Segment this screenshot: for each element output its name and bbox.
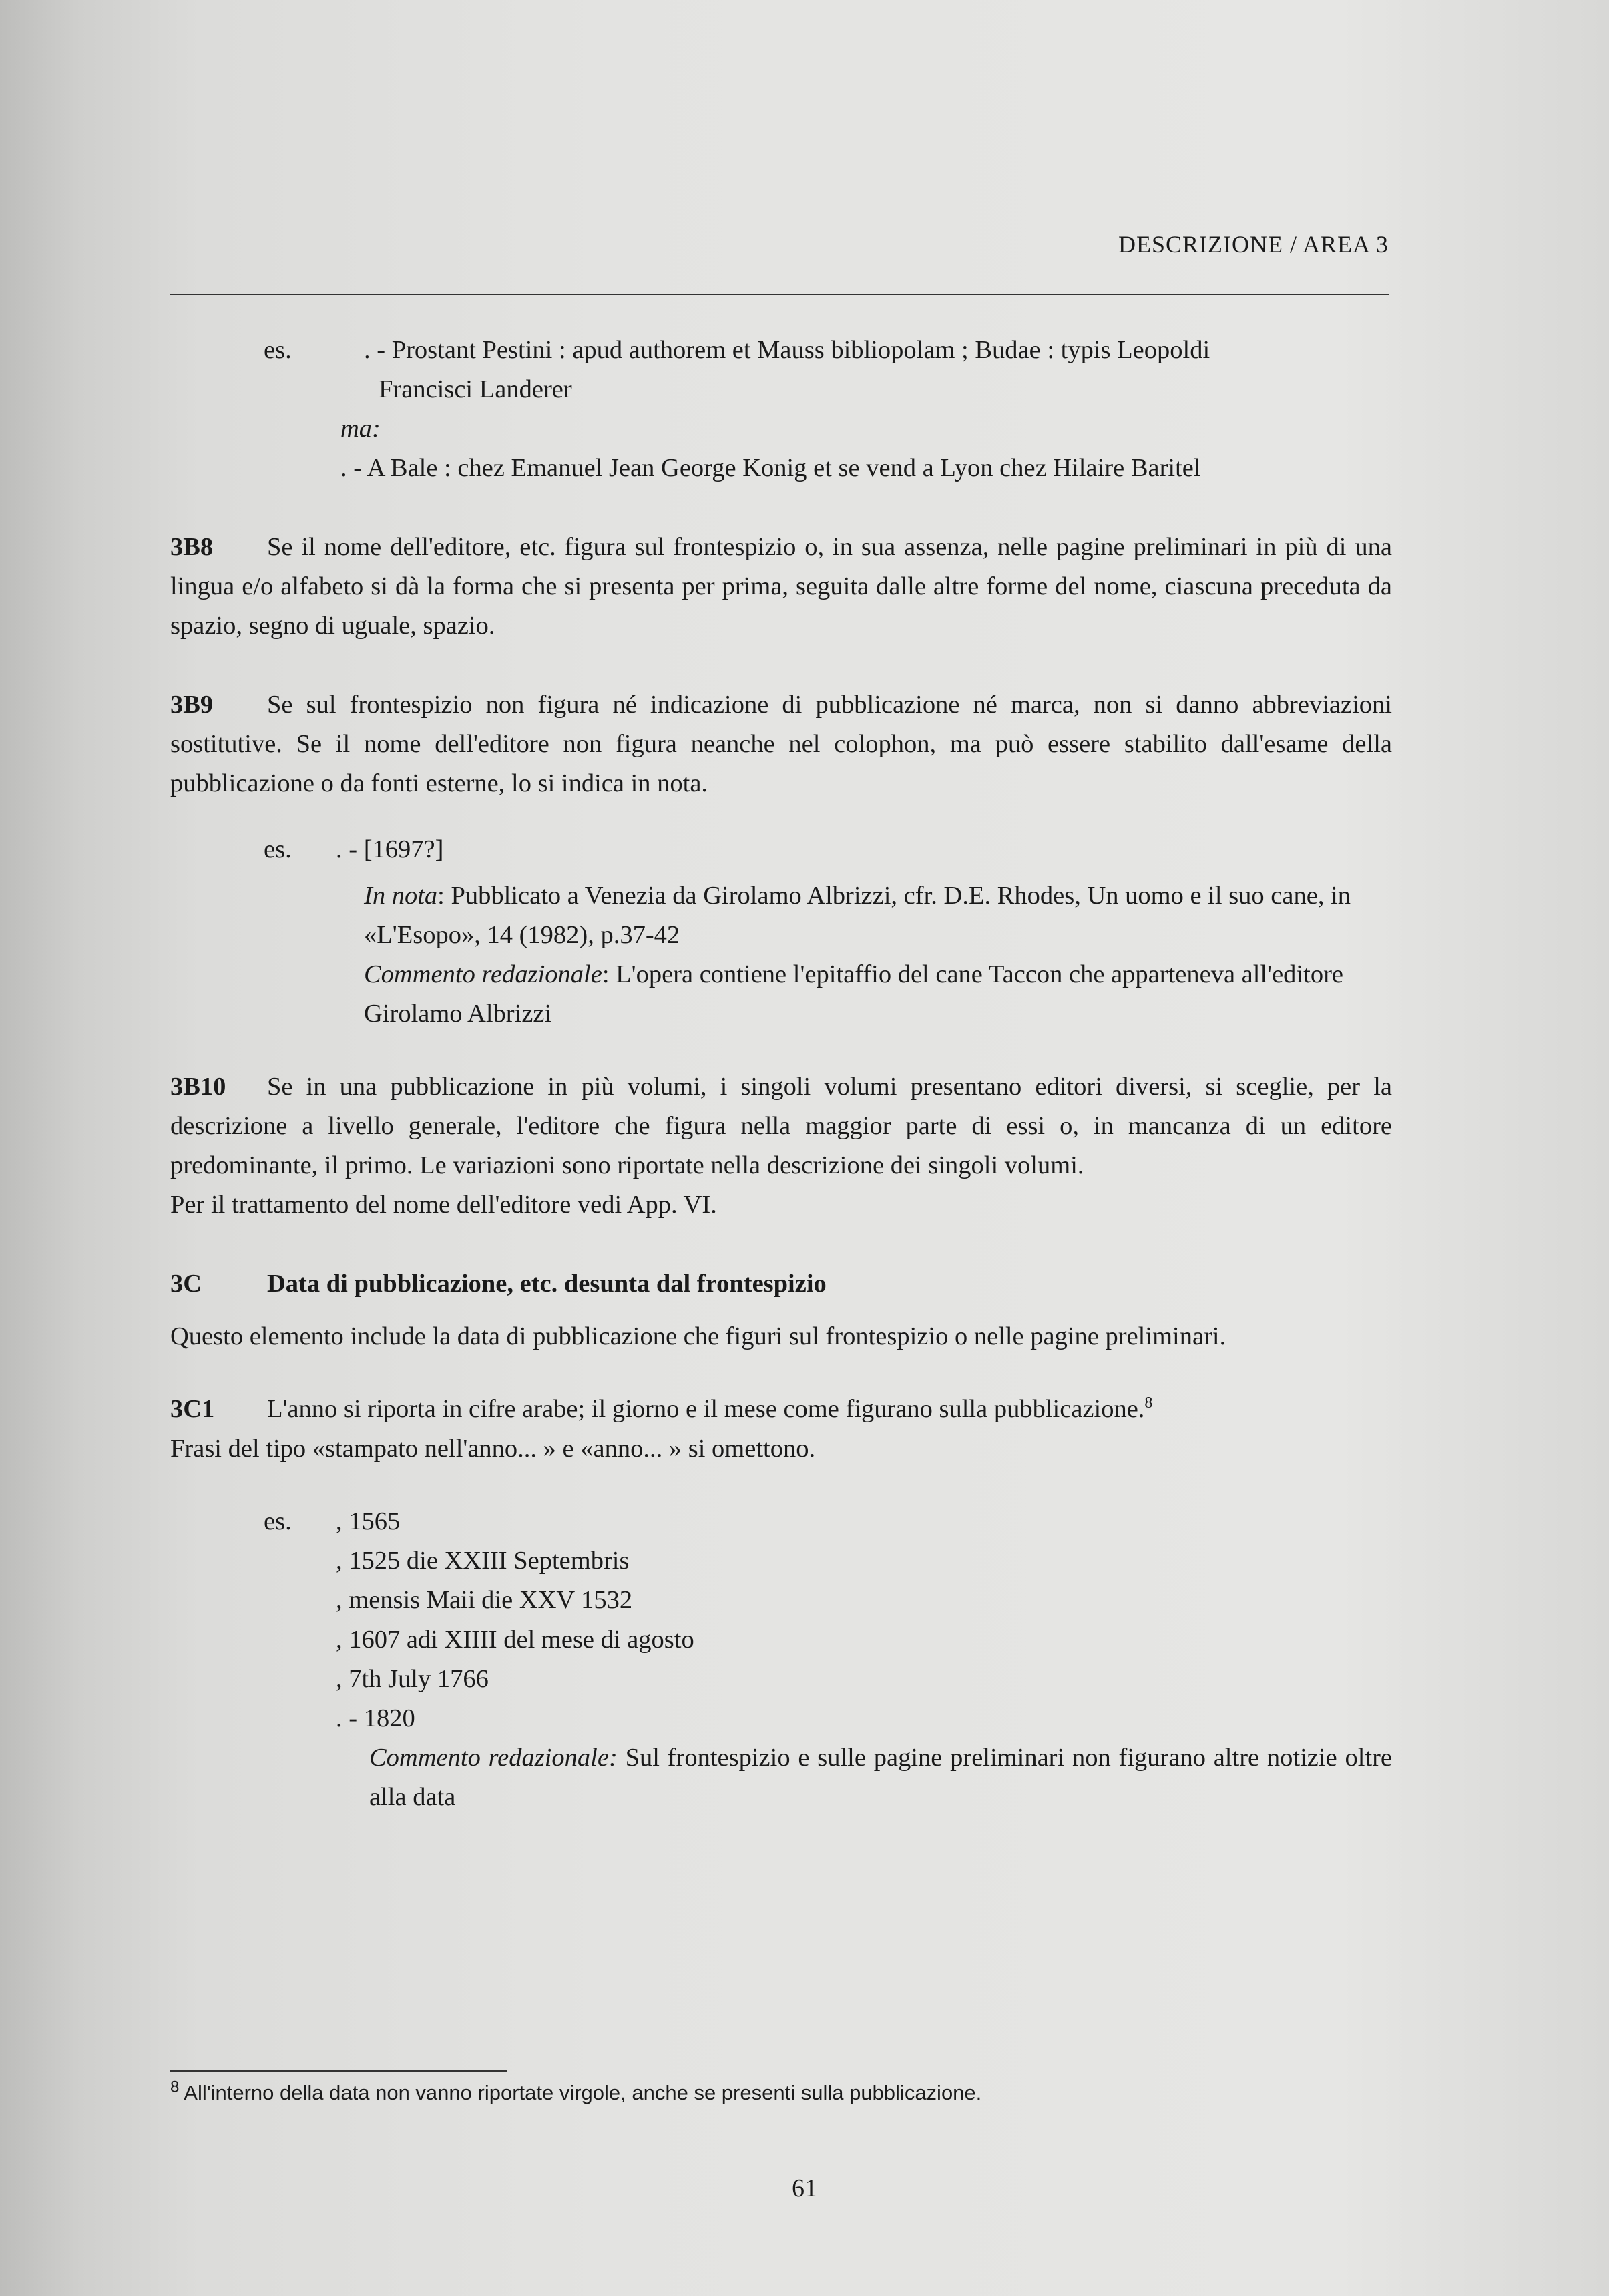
rule-text: Se il nome dell'editore, etc. figura sul frontespizio o, in sua assenza, nelle pagine preliminari in più di una lingua e/o alfabeto si dà la forma che si presenta per prima, seguita dalle altre forme del nome, ciascuna preceduta da spazio, segno di uguale, spazio.: [170, 533, 1392, 640]
rule-text: L'anno si riporta in cifre arabe; il giorno e il mese come figurano sulla pubblicazione.: [267, 1395, 1145, 1423]
footnote-text: All'interno della data non vanno riportate virgole, anche se presenti sulla pubblicazione.: [179, 2081, 982, 2104]
footnote-mark: 8: [170, 2078, 180, 2096]
rule-code: 3C1: [170, 1395, 215, 1423]
example-line: . - [1697?]: [336, 835, 444, 864]
example-date-item: . - 1820: [336, 1704, 415, 1732]
footnote: [170, 2077, 1392, 2109]
rule-code: 3B8: [170, 533, 214, 561]
main-content: [170, 331, 1392, 1817]
example-label: es.: [264, 835, 292, 864]
comment-label: Commento redazionale:: [369, 1744, 618, 1772]
rule-3C1: [170, 1390, 1392, 1469]
example-block: [170, 1502, 1392, 1738]
example-date-item: , mensis Maii die XXV 1532: [336, 1586, 633, 1614]
page-number: 61: [792, 2174, 817, 2203]
example-line: Francisci Landerer: [379, 375, 572, 403]
rule-extra: Per il trattamento del nome dell'editore vedi App. VI.: [170, 1191, 717, 1219]
running-header: DESCRIZIONE / AREA 3: [1118, 231, 1389, 258]
rule-text: Se sul frontespizio non figura né indicazione di pubblicazione né marca, non si danno abbreviazioni sostitutive. Se il nome dell'editore non figura neanche nel colophon, ma può essere stabilito dall'esame della pubblicazione o da fonti esterne, lo si indica in nota.: [170, 691, 1392, 797]
comment-label: Commento redazionale: [364, 960, 602, 988]
example-line: . - Prostant Pestini : apud authorem et Mauss bibliopolam ; Budae : typis Leopoldi: [364, 336, 1210, 364]
comment-text: : L'opera contiene l'epitaffio del cane Taccon che apparteneva all'editore Girolamo Albrizzi: [364, 960, 1343, 1028]
rule-3B10: [170, 1067, 1392, 1185]
rule-code: 3B10: [170, 1073, 226, 1101]
example-block: [170, 830, 1392, 870]
example-date-item: , 1607 adi XIIII del mese di agosto: [336, 1625, 694, 1654]
example-ma: ma:: [340, 415, 381, 443]
comment-text: Sul frontespizio e sulle pagine preliminari non figurano altre notizie oltre alla data: [369, 1744, 1392, 1811]
rule-text: Frasi del tipo «stampato nell'anno... » e «anno... » si omettono.: [170, 1434, 816, 1463]
footnote-rule: [170, 2070, 507, 2072]
example-comment: [170, 955, 1392, 1034]
rule-text: Se in una pubblicazione in più volumi, i singoli volumi presentano editori diversi, si sceglie, per la descrizione a livello generale, l'editore che figura nella maggior parte di essi o, in mancanza di un editore predominante, il primo. Le variazioni sono riportate nella descrizione dei singoli volumi.: [170, 1073, 1392, 1179]
rule-3B8: [170, 528, 1392, 646]
section-code: 3C: [170, 1270, 202, 1298]
example-comment: [170, 1738, 1392, 1817]
note-label: In nota: [364, 882, 438, 910]
example-block: [170, 331, 1392, 409]
example-line: . - A Bale : chez Emanuel Jean George Konig et se vend a Lyon chez Hilaire Baritel: [340, 454, 1201, 482]
note-text: : Pubblicato a Venezia da Girolamo Albrizzi, cfr. D.E. Rhodes, Un uomo e il suo cane, in «L'Esopo», 14 (1982), p.37-42: [364, 882, 1351, 949]
section-title: Data di pubblicazione, etc. desunta dal frontespizio: [267, 1270, 827, 1298]
example-date-item: , 1525 die XXIII Septembris: [336, 1547, 630, 1575]
section-heading: [170, 1264, 1392, 1304]
footnote-ref[interactable]: 8: [1144, 1394, 1153, 1412]
example-date-list: [336, 1502, 694, 1738]
rule-3B9: [170, 685, 1392, 803]
header-rule: [170, 294, 1389, 295]
example-date-item: , 1565: [336, 1507, 401, 1535]
section-intro: Questo elemento include la data di pubblicazione che figuri sul frontespizio o nelle pagine preliminari.: [170, 1322, 1226, 1350]
example-date-item: , 7th July 1766: [336, 1665, 489, 1693]
rule-code: 3B9: [170, 691, 214, 719]
example-label: es.: [264, 1507, 292, 1535]
example-label: es.: [264, 336, 292, 364]
example-note: [170, 876, 1392, 955]
